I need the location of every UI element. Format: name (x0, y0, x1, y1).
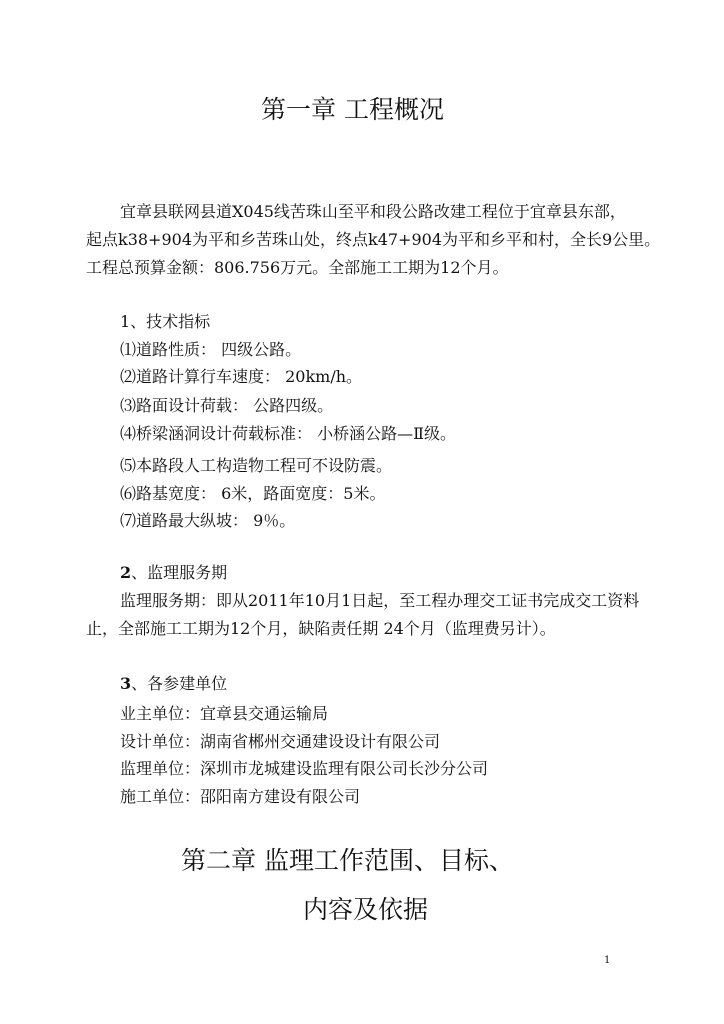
page-number: 1 (604, 955, 611, 966)
service-heading (120, 563, 227, 583)
overview-line-3: 工程总预算金额：806.756万元。全部施工工期为12个月。 (86, 258, 509, 277)
construction-unit: 施工单位：邵阳南方建设有限公司 (120, 787, 361, 806)
tech-item-3: ⑶路面设计荷载： 公路四级。 (120, 396, 334, 415)
tech-item-7: ⑺道路最大纵坡： 9％。 (120, 511, 296, 530)
chapter-2-title-line-2: 内容及依据 (303, 895, 429, 924)
owner-unit: 业主单位：宜章县交通运输局 (120, 704, 329, 723)
chapter-2-title-line-1: 第二章 监理工作范围、目标、 (181, 846, 514, 875)
tech-heading: 1、技术指标 (120, 312, 211, 331)
units-heading-number: 3 (120, 674, 132, 693)
supervision-unit: 监理单位：深圳市龙城建设监理有限公司长沙分公司 (120, 759, 489, 778)
chapter-1-title: 第一章 工程概况 (261, 95, 444, 124)
units-heading-text: 、各参建单位 (131, 674, 228, 693)
tech-item-1: ⑴道路性质： 四级公路。 (120, 340, 302, 359)
overview-line-1: 宜章县联网县道X045线苦珠山至平和段公路改建工程位于宜章县东部， (120, 202, 626, 221)
tech-item-2: ⑵道路计算行车速度： 20km/h。 (120, 367, 363, 386)
design-unit: 设计单位：湖南省郴州交通建设设计有限公司 (120, 732, 441, 751)
overview-line-2: 起点k38+904为平和乡苦珠山处，终点k47+904为平和乡平和村，全长9公里。 (86, 230, 661, 249)
service-heading-text: 、监理服务期 (131, 563, 228, 582)
service-line-2: 止，全部施工工期为12个月，缺陷责任期 24个月（监理费另计）。 (86, 619, 556, 638)
tech-item-5: ⑸本路段人工构造物工程可不设防震。 (120, 456, 393, 475)
tech-item-6: ⑹路基宽度： 6米，路面宽度：5米。 (120, 484, 386, 503)
tech-item-4: ⑷桥梁涵洞设计荷载标准： 小桥涵公路—Ⅱ级。 (120, 424, 456, 443)
units-heading (120, 674, 227, 694)
service-line-1: 监理服务期：即从2011年10月1日起，至工程办理交工证书完成交工资料 (120, 591, 640, 610)
service-heading-number: 2 (120, 563, 132, 582)
